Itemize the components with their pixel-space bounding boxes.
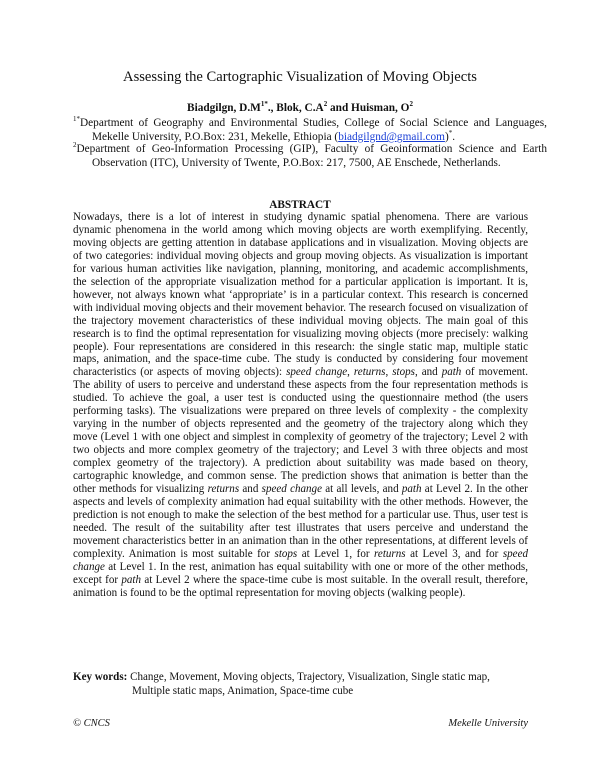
- keywords-line-1: [73, 671, 528, 685]
- affiliation-2-marker: 2: [73, 141, 77, 150]
- affiliation-2: [73, 142, 547, 170]
- abstract-body: [73, 211, 528, 600]
- term-speed-change: speed change: [73, 547, 528, 573]
- author-2-name: ., Blok, C.A: [267, 102, 324, 114]
- abstract-heading: ABSTRACT: [269, 199, 331, 211]
- term-path: path: [121, 573, 141, 586]
- footer-copyright: © CNCS: [73, 718, 110, 729]
- affiliation-1-text: Department of Geography and Environmental Studies, College of Social Science and Languages, Mekelle University, P.O.Box: 231, Mekelle, Ethiopia (: [80, 117, 547, 143]
- term-returns: returns: [374, 547, 406, 560]
- author-2-superscript: 2: [323, 100, 328, 109]
- author-1-name: Biadgilgn, D.M: [187, 102, 261, 114]
- affiliation-1-end: .: [452, 131, 456, 143]
- author-line: [0, 101, 600, 115]
- term-speed-change: speed change: [286, 366, 348, 379]
- term-path: path: [441, 366, 462, 379]
- affiliation-1-marker: 1*: [73, 115, 80, 124]
- footer-institution: Mekelle University: [448, 718, 528, 729]
- author-1-superscript: 1*: [260, 100, 268, 109]
- paper-title: Assessing the Cartographic Visualization of Moving Objects: [123, 69, 477, 85]
- term-returns: returns: [207, 483, 240, 496]
- abstract-text: at all levels, and: [321, 483, 402, 496]
- abstract-text: of movement. The ability of users to perceive and understand these aspects from the four representation methods is studied. To achieve the goal, a user test is conducted using the questionnaire method (the users performing tasks). The visualizations were prepared on three levels of complexity - the complexity varying in the number of objects represented and the geometry of the trajectory along which they move (Level 1 with one object and simplest in complexity of geometry of the trajectory; Level 2 with two objects and more complex geometry of the trajectory; and Level 3 with three objects and most complex geometry of the trajectory). A prediction about suitability was made based on theory, cartographic knowledge, and common sense. The prediction shows that animation is better than the other methods for visualizing: [73, 366, 528, 496]
- affiliation-2-text: Department of Geo-Information Processing (GIP), Faculty of Geoinformation Science and Earth Observation (ITC), University of Twente, P.O.Box: 217, 7500, AE Enschede, Netherlands.: [76, 143, 547, 169]
- abstract-text: ,: [385, 366, 393, 379]
- abstract-text: at Level 1. In the rest, animation has equal suitability with one or more of the other methods, except for: [73, 560, 528, 586]
- abstract-text: ,: [347, 366, 354, 379]
- term-speed-change: speed change: [261, 483, 322, 496]
- keywords-list-1: Change, Movement, Moving objects, Trajectory, Visualization, Single static map,: [127, 671, 490, 683]
- affiliation-1-corresponding-marker: *: [448, 129, 453, 138]
- term-stops: stops: [392, 366, 415, 379]
- author-3-name: and Huisman, O: [327, 102, 410, 114]
- keywords-label: Key words:: [73, 671, 128, 683]
- term-returns: returns: [353, 366, 386, 379]
- abstract-text: , and: [414, 366, 442, 379]
- term-stops: stops: [274, 547, 298, 560]
- abstract-text: at Level 2 where the space-time cube is most suitable. In the overall result, therefore, animation is found to be the optimal representation for moving objects (walking people).: [73, 573, 528, 599]
- author-3-superscript: 2: [409, 100, 413, 109]
- abstract-text: Nowadays, there is a lot of interest in studying dynamic spatial phenomena. There are various dynamic phenomena in the world among which moving objects are worth exemplifying. Recently, moving objects are getting attention in database applications and in visualization. Moving objects are of two categories: individual moving objects and group moving objects. As visualization is important for various human activities like navigation, planning, monitoring, and academic accomplishments, the selection of the appropriate visualization method for a particular application is important. It is, however, not always known what ‘appropriate’ is in a particular context. This research is concerned with individual moving objects and their movement behavior. The research focused on visualization of the trajectory movement characteristics of these individual moving objects. The main goal of this research is to find the optimal representation for visualizing moving objects (more precisely: walking people). Four representations are considered in this research: the single static map, multiple static maps, animation, and the space-time cube. The study is conducted by considering four movement characteristics (or aspects of moving objects):: [73, 211, 528, 379]
- abstract-text: at Level 2. In the other aspects and levels of complexity animation had equal suitability with the other methods. However, the prediction is not enough to make the selection of the best method for a particular use. Thus, user test is needed. The result of the suitability after test illustrates that users perceive and understand the movement characteristics better in an animation than in the other representations, at different levels of complexity. Animation is most suitable for: [73, 483, 528, 560]
- keywords-block: [73, 671, 528, 699]
- keywords-list-2: Multiple static maps, Animation, Space-time cube: [132, 684, 354, 697]
- affiliation-1-close: ): [444, 131, 449, 143]
- abstract-text: at Level 1, for: [297, 547, 375, 560]
- abstract-text: at Level 3, and for: [405, 547, 503, 560]
- abstract-text: and: [239, 483, 262, 496]
- affiliation-1: [73, 116, 547, 144]
- email-link[interactable]: biadgilgnd@gmail.com: [338, 131, 445, 143]
- term-path: path: [401, 483, 422, 496]
